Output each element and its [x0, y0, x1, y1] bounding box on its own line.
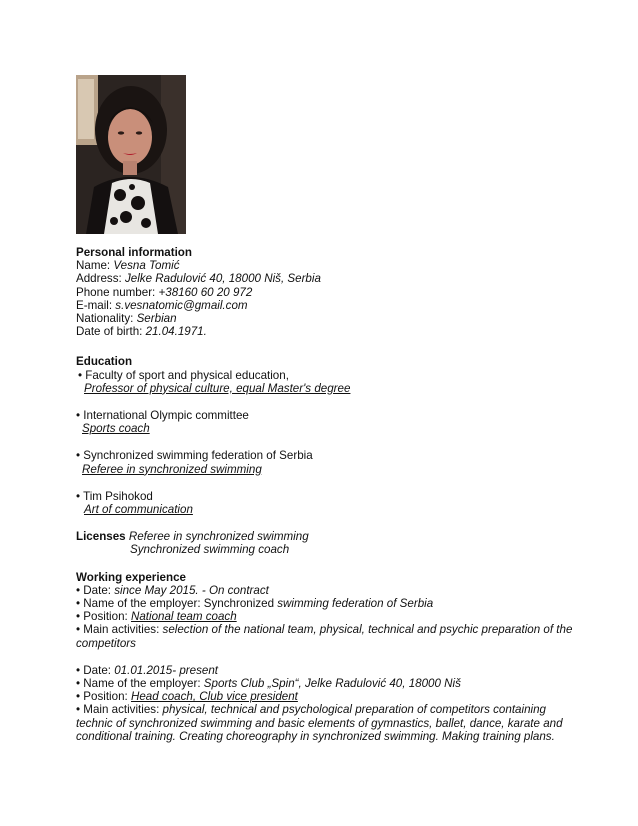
job-activities-label: • Main activities:: [76, 623, 163, 637]
job-employer: [76, 677, 576, 690]
address-line: [76, 272, 576, 285]
email-value: s.vesnatomic@gmail.com: [115, 298, 248, 312]
job-employer-label: • Name of the employer:: [76, 677, 204, 691]
education-title-text: Art of communication: [84, 503, 193, 517]
license-item: Synchronized swimming coach: [130, 543, 290, 557]
cv-content: [76, 246, 576, 743]
experience-heading: Working experience: [76, 570, 186, 584]
license-item: Referee in synchronized swimming: [128, 530, 309, 544]
job-activities-value: physical, technical and psychological preparation of competitors containing technic of synchronized swimming and basic elements of gymnastics, ballet, dance, karate and conditional training. Creating choreography in synchronized swimming. Making training plans.: [76, 703, 563, 743]
education-title: [76, 503, 576, 516]
nationality-label: Nationality:: [76, 312, 137, 326]
education-title: [76, 382, 576, 395]
education-title-text: Referee in synchronized swimming: [82, 462, 262, 476]
address-label: Address:: [76, 272, 125, 286]
job-position-label: • Position:: [76, 610, 131, 624]
nationality-value: Serbian: [136, 312, 177, 326]
education-title: [76, 422, 576, 435]
education-title: [76, 463, 576, 476]
licenses-heading: Licenses: [76, 530, 126, 544]
portrait-photo: [76, 75, 186, 234]
job-employer-label: • Name of the employer: Synchronized: [76, 597, 278, 611]
job-date-label: • Date:: [76, 583, 115, 597]
job-position: [76, 610, 576, 623]
nationality-line: [76, 312, 576, 325]
address-value: Jelke Radulović 40, 18000 Niš, Serbia: [124, 272, 321, 286]
email-label: E-mail:: [76, 298, 116, 312]
job-date-value: since May 2015. - On contract: [114, 583, 269, 597]
dob-value: 21.04.1971.: [145, 325, 207, 339]
personal-heading: Personal information: [76, 246, 192, 259]
job-activities-label: • Main activities:: [76, 703, 163, 717]
education-title-text: Professor of physical culture, equal Master's degree: [84, 381, 351, 395]
job-position-value: Head coach, Club vice president: [130, 690, 298, 704]
job-position-value: National team coach: [130, 610, 237, 624]
name-value: Vesna Tomić: [113, 259, 180, 273]
licenses-line: [76, 530, 576, 543]
education-title-text: Sports coach: [82, 422, 150, 436]
education-institution: • Faculty of sport and physical education,: [78, 368, 289, 382]
email-line: [76, 299, 576, 312]
job-position: [76, 690, 576, 703]
job-activities: [76, 623, 576, 649]
education-institution: • International Olympic committee: [76, 409, 249, 423]
job-position-label: • Position:: [76, 690, 131, 704]
dob-line: [76, 325, 576, 338]
job-employer: [76, 597, 576, 610]
job-date: [76, 664, 576, 677]
phone-label: Phone number:: [76, 285, 159, 299]
job-activities: [76, 703, 576, 743]
phone-line: [76, 286, 576, 299]
licenses-line-2: [76, 543, 576, 556]
dob-label: Date of birth:: [76, 325, 146, 339]
name-label: Name:: [76, 259, 114, 273]
name-line: [76, 259, 576, 272]
job-date-label: • Date:: [76, 663, 115, 677]
job-employer-value: Sports Club „Spin“, Jelke Radulović 40, 18000 Niš: [203, 677, 461, 691]
education-institution: • Synchronized swimming federation of Serbia: [76, 449, 313, 463]
job-employer-value: swimming federation of Serbia: [277, 597, 434, 611]
education-institution: • Tim Psihokod: [76, 489, 153, 503]
phone-value: +38160 60 20 972: [158, 285, 253, 299]
job-date: [76, 584, 576, 597]
job-activities-value: selection of the national team, physical, technical and psychic preparation of the competitors: [76, 623, 573, 650]
education-heading: Education: [76, 355, 133, 369]
job-date-value: 01.01.2015- present: [114, 663, 218, 677]
